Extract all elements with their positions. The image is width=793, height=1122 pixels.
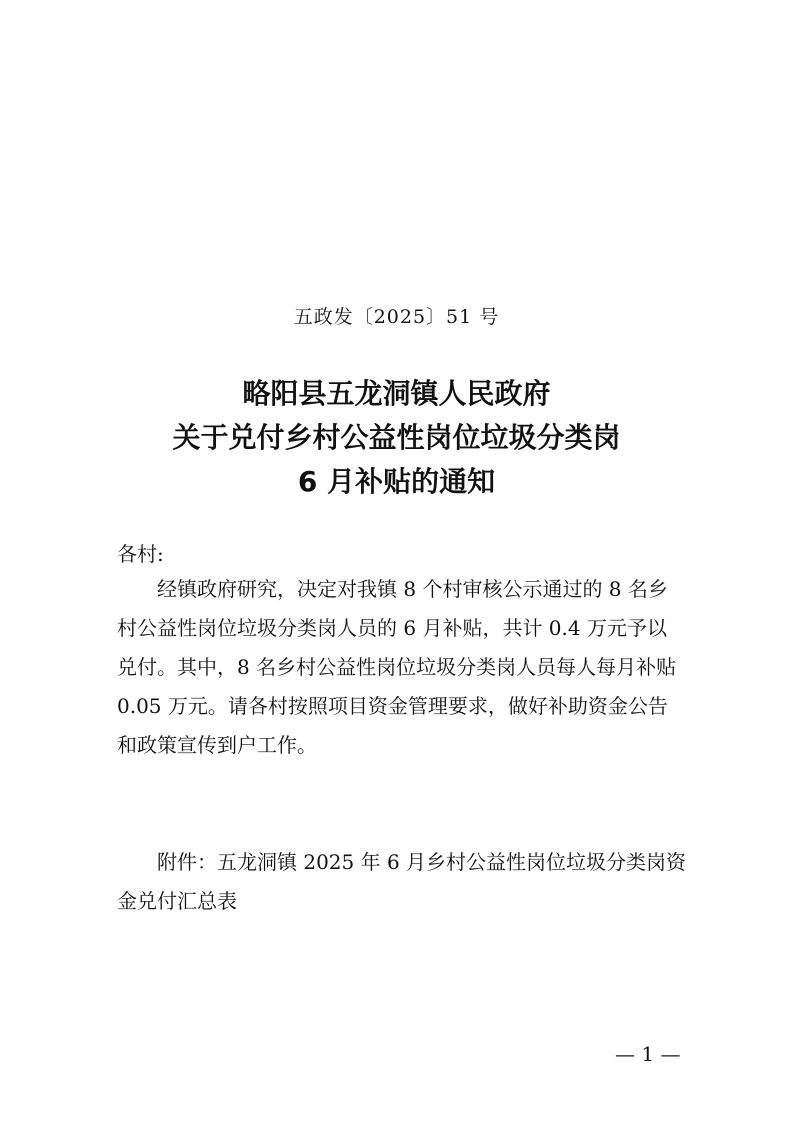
body-line-1: 经镇政府研究，决定对我镇 8 个村审核公示通过的 8 名乡 (157, 577, 668, 601)
attachment-line-1: 附件：五龙洞镇 2025 年 6 月乡村公益性岗位垃圾分类岗资 (157, 850, 687, 874)
body-paragraph (117, 570, 682, 765)
body-line-5: 和政策宣传到户工作。 (117, 733, 317, 757)
document-number: 五政发〔2025〕51 号 (293, 306, 500, 328)
attachment-line-2: 金兑付汇总表 (117, 889, 237, 913)
document-title (0, 372, 793, 504)
body-line-4: 0.05 万元。请各村按照项目资金管理要求，做好补助资金公告 (117, 694, 668, 718)
title-line-1: 略阳县五龙洞镇人民政府 (242, 377, 551, 410)
salutation: 各村: (117, 542, 164, 566)
page-number: — 1 — (615, 1042, 681, 1066)
body-line-2: 村公益性岗位垃圾分类岗人员的 6 月补贴，共计 0.4 万元予以 (117, 616, 667, 640)
title-line-2: 关于兑付乡村公益性岗位垃圾分类岗 (172, 421, 621, 454)
title-line-3: 6 月补贴的通知 (297, 465, 496, 498)
body-line-3: 兑付。其中，8 名乡村公益性岗位垃圾分类岗人员每人每月补贴 (117, 655, 677, 679)
attachment-note (117, 843, 687, 921)
